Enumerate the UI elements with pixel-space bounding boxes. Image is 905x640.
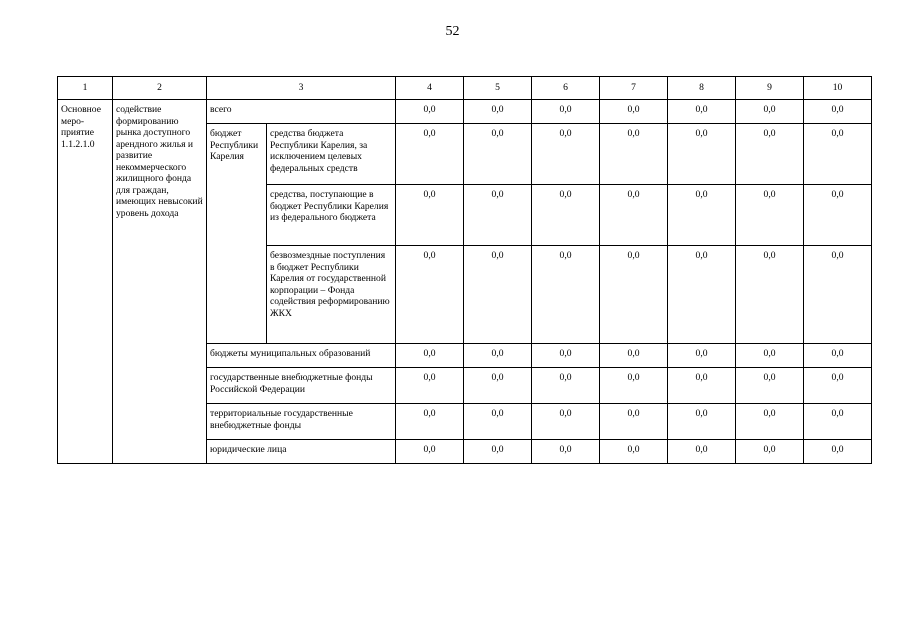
value-cell: 0,0 — [668, 404, 736, 440]
value-cell: 0,0 — [736, 344, 804, 368]
header-cell: 5 — [464, 77, 532, 100]
value-cell: 0,0 — [668, 124, 736, 185]
row-label: бюджеты муниципальных образований — [207, 344, 396, 368]
header-cell: 8 — [668, 77, 736, 100]
value-cell: 0,0 — [600, 185, 668, 246]
value-cell: 0,0 — [668, 185, 736, 246]
row-label: безвозмездные поступления в бюджет Республики Карелия от государственной корпорации – Фонда содействия реформированию ЖКХ — [267, 246, 396, 344]
header-row — [58, 77, 872, 100]
row-label: территориальные государственные внебюджетные фонды — [207, 404, 396, 440]
value-cell: 0,0 — [736, 185, 804, 246]
header-cell: 7 — [600, 77, 668, 100]
value-cell: 0,0 — [668, 440, 736, 464]
value-cell: 0,0 — [464, 404, 532, 440]
value-cell: 0,0 — [396, 440, 464, 464]
value-cell: 0,0 — [668, 344, 736, 368]
value-cell: 0,0 — [804, 124, 872, 185]
value-cell: 0,0 — [804, 185, 872, 246]
value-cell: 0,0 — [600, 246, 668, 344]
value-cell: 0,0 — [804, 440, 872, 464]
value-cell: 0,0 — [464, 124, 532, 185]
value-cell: 0,0 — [804, 368, 872, 404]
row-label: юридические лица — [207, 440, 396, 464]
value-cell: 0,0 — [532, 100, 600, 124]
value-cell: 0,0 — [668, 100, 736, 124]
header-cell: 1 — [58, 77, 113, 100]
value-cell: 0,0 — [600, 368, 668, 404]
value-cell: 0,0 — [736, 404, 804, 440]
value-cell: 0,0 — [736, 246, 804, 344]
value-cell: 0,0 — [736, 368, 804, 404]
value-cell: 0,0 — [804, 246, 872, 344]
event-code: Основное меро-приятие 1.1.2.1.0 — [58, 100, 113, 464]
value-cell: 0,0 — [464, 344, 532, 368]
header-cell: 10 — [804, 77, 872, 100]
value-cell: 0,0 — [396, 368, 464, 404]
value-cell: 0,0 — [396, 344, 464, 368]
value-cell: 0,0 — [668, 246, 736, 344]
value-cell: 0,0 — [396, 185, 464, 246]
value-cell: 0,0 — [396, 100, 464, 124]
value-cell: 0,0 — [532, 246, 600, 344]
row-label: всего — [207, 100, 396, 124]
row-label: средства, поступающие в бюджет Республики Карелия из федерального бюджета — [267, 185, 396, 246]
value-cell: 0,0 — [532, 344, 600, 368]
value-cell: 0,0 — [804, 100, 872, 124]
header-cell: 6 — [532, 77, 600, 100]
header-cell: 2 — [113, 77, 207, 100]
value-cell: 0,0 — [668, 368, 736, 404]
row-label: средства бюджета Республики Карелия, за исключением целевых федеральных средств — [267, 124, 396, 185]
table-row — [58, 100, 872, 124]
value-cell: 0,0 — [736, 100, 804, 124]
value-cell: 0,0 — [396, 246, 464, 344]
value-cell: 0,0 — [464, 368, 532, 404]
value-cell: 0,0 — [396, 404, 464, 440]
value-cell: 0,0 — [532, 440, 600, 464]
value-cell: 0,0 — [600, 440, 668, 464]
value-cell: 0,0 — [532, 124, 600, 185]
republic-budget-label: бюджет Республики Карелия — [207, 124, 267, 344]
value-cell: 0,0 — [532, 404, 600, 440]
header-cell: 3 — [207, 77, 396, 100]
value-cell: 0,0 — [396, 124, 464, 185]
header-cell: 9 — [736, 77, 804, 100]
page-number: 52 — [445, 24, 460, 39]
value-cell: 0,0 — [600, 404, 668, 440]
value-cell: 0,0 — [532, 368, 600, 404]
header-cell: 4 — [396, 77, 464, 100]
value-cell: 0,0 — [804, 344, 872, 368]
budget-table — [57, 76, 872, 464]
value-cell: 0,0 — [464, 185, 532, 246]
value-cell: 0,0 — [600, 100, 668, 124]
value-cell: 0,0 — [532, 185, 600, 246]
row-label: государственные внебюджетные фонды Российской Федерации — [207, 368, 396, 404]
value-cell: 0,0 — [600, 344, 668, 368]
value-cell: 0,0 — [736, 124, 804, 185]
value-cell: 0,0 — [600, 124, 668, 185]
value-cell: 0,0 — [804, 404, 872, 440]
value-cell: 0,0 — [736, 440, 804, 464]
value-cell: 0,0 — [464, 246, 532, 344]
value-cell: 0,0 — [464, 100, 532, 124]
value-cell: 0,0 — [464, 440, 532, 464]
event-description: содействие формированию рынка доступного арендного жилья и развитие некоммерческого жилищного фонда для граждан, имеющих невысокий уровень дохода — [113, 100, 207, 464]
